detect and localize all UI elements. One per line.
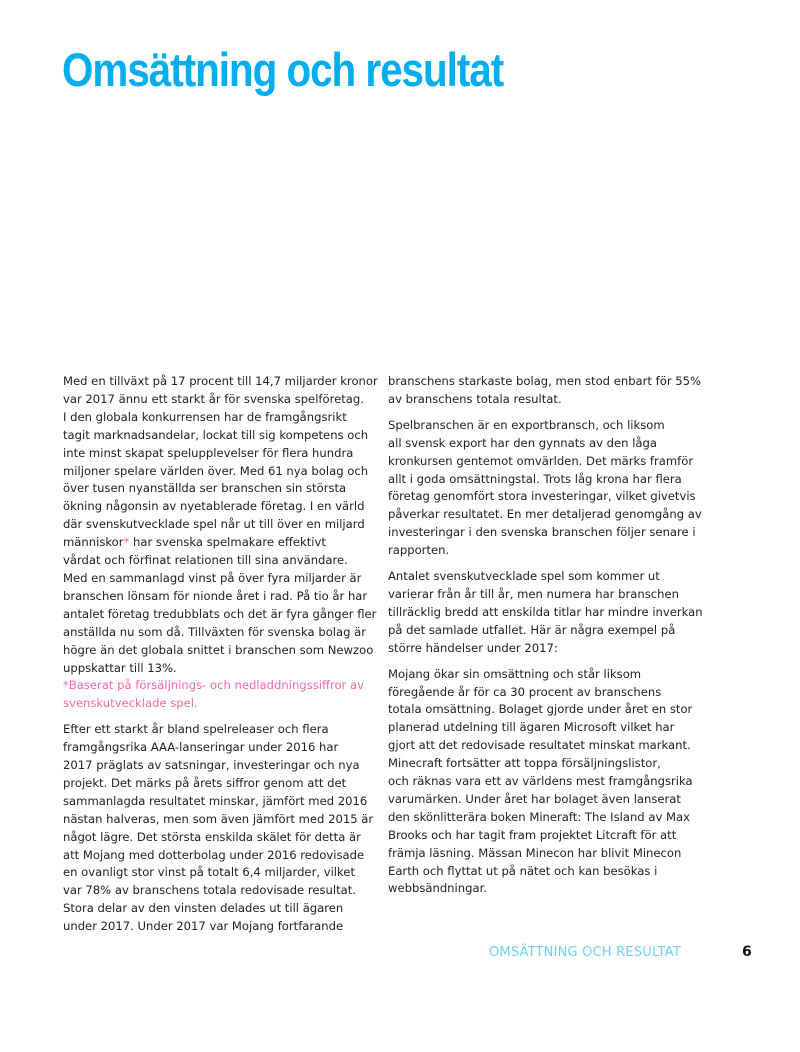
text-line: all svensk export har den gynnats av den låga	[388, 435, 657, 450]
text-line: påverkar resultatet. En mer detaljerad genomgång av	[388, 507, 702, 522]
body-paragraph	[388, 568, 703, 658]
body-paragraph	[63, 721, 375, 936]
text-line: Brooks och har tagit fram projektet Litcraft för att	[388, 827, 677, 842]
text-line: Med en sammanlagd vinst på över fyra miljarder är	[63, 570, 362, 585]
text-line: en ovanligt stor vinst på totalt 6,4 miljarder, vilket	[63, 865, 355, 880]
text-line: Antalet svenskutvecklade spel som kommer ut	[388, 569, 660, 584]
text-line: tagit marknadsandelar, lockat till sig kompetens och	[63, 427, 369, 442]
text-line: branschen lönsam för nionde året i rad. På tio år har	[63, 588, 368, 603]
text-line: uppskattar till 13%.	[63, 660, 177, 675]
text-line: större händelser under 2017:	[388, 640, 558, 655]
text-line: projekt. Det märks på årets siffror genom att det	[63, 775, 347, 790]
text-line: Earth och flyttat ut på nätet och kan besökas i	[388, 863, 658, 878]
text-line: totala omsättning. Bolaget gjorde under året en stor	[388, 702, 693, 717]
text-line: framgångsrika AAA-lanseringar under 2016 har	[63, 740, 339, 755]
text-line: Spelbranschen är en exportbransch, och liksom	[388, 417, 665, 432]
text-line: Med en tillväxt på 17 procent till 14,7 miljarder kronor	[63, 374, 378, 388]
text-line: tillräcklig bredd att enskilda titlar har mindre inverkan	[388, 604, 703, 619]
text-line: 2017 präglats av satsningar, investeringar och nya	[63, 758, 360, 773]
right-column	[388, 373, 703, 906]
text-line: kronkursen gentemot omvärlden. Det märks framför	[388, 453, 694, 468]
text-line: den skönlitterära boken Mineraft: The Island av Max	[388, 809, 690, 824]
text-line: webbsändningar.	[388, 881, 487, 896]
text-line: främja läsning. Mässan Minecon har blivit Minecon	[388, 845, 682, 860]
text-line: varumärken. Under året har bolaget även lanserat	[388, 791, 681, 806]
text-line: något lägre. Det största enskilda skälet för detta är	[63, 829, 361, 844]
text-line: antalet företag tredubblats och det är fyra gånger fler	[63, 606, 377, 621]
footnote-marker: *	[123, 535, 130, 550]
text-line: Mojang ökar sin omsättning och står liksom	[388, 666, 642, 681]
text-line: planerad utdelning till ägaren Microsoft vilket har	[388, 720, 675, 735]
text-line: Efter ett starkt år bland spelreleaser och flera	[63, 722, 329, 737]
page-number: 6	[742, 944, 752, 960]
text-line: varierar från år till år, men numera har branschen	[388, 586, 679, 601]
text-line: av branschens totala resultat.	[388, 391, 562, 406]
text-line: över tusen nyanställda ser branschen sin största	[63, 481, 347, 496]
text-line: var 78% av branschens totala redovisade resultat.	[63, 883, 357, 898]
body-paragraph	[388, 373, 703, 409]
text-line: investeringar i den svenska branschen följer senare i	[388, 525, 696, 540]
text-line: vårdat och förfinat relationen till sina användare.	[63, 553, 348, 568]
text-line: allt i goda omsättningstal. Trots låg krona har flera	[388, 471, 682, 486]
text-line: högre än det globala snittet i branschen som Newzoo	[63, 642, 374, 657]
text-line: på det samlade utfallet. Här är några exempel på	[388, 622, 676, 637]
left-column	[63, 373, 378, 944]
text-line: företag genomfört stora investeringar, vilket givetvis	[388, 489, 696, 504]
text-fragment: har svenska spelmakare effektivt	[129, 535, 326, 550]
text-line: Minecraft fortsätter att toppa försäljningslistor,	[388, 756, 661, 771]
body-paragraph	[388, 666, 703, 899]
text-line: anställda nu som då. Tillväxten för svenska bolag är	[63, 624, 367, 639]
text-line: att Mojang med dotterbolag under 2016 redovisade	[63, 847, 365, 862]
text-line: föregående år för ca 30 procent av branschens	[388, 684, 662, 699]
text-line-with-footnote-marker	[63, 534, 375, 552]
text-line: branschens starkaste bolag, men stod enbart för 55%	[388, 374, 702, 388]
text-line: under 2017. Under 2017 var Mojang fortfarande	[63, 919, 344, 934]
text-line: I den globala konkurrensen har de framgångsrikt	[63, 409, 347, 424]
body-paragraph	[388, 417, 703, 560]
text-line: och räknas vara ett av världens mest framgångsrika	[388, 774, 693, 789]
text-line: rapporten.	[388, 543, 450, 558]
text-line: miljoner spelare världen över. Med 61 nya bolag och	[63, 463, 369, 478]
text-line: ökning någonsin av nyetablerade företag. I en värld	[63, 499, 365, 514]
intro-paragraph	[63, 373, 378, 713]
text-line: där svenskutvecklade spel når ut till över en miljard	[63, 517, 365, 532]
page-title: Omsättning och resultat	[62, 43, 504, 96]
text-line: nästan halveras, men som även jämfört med 2015 är	[63, 811, 374, 826]
text-line: var 2017 ännu ett starkt år för svenska spelföretag.	[63, 391, 364, 406]
footnote-line: svenskutvecklade spel.	[63, 696, 198, 711]
text-line: gjort att det redovisade resultatet minskat markant.	[388, 738, 691, 753]
text-fragment: människor	[63, 535, 124, 550]
text-line: sammanlagda resultatet minskar, jämfört med 2016	[63, 793, 368, 808]
footnote-line: *Baserat på försäljnings- och nedladdningssiffror av	[63, 678, 364, 693]
text-line: Stora delar av den vinsten delades ut till ägaren	[63, 901, 344, 916]
text-line: inte minst skapat spelupplevelser för flera hundra	[63, 445, 354, 460]
footer-section-label: OMSÄTTNING OCH RESULTAT	[489, 945, 682, 960]
